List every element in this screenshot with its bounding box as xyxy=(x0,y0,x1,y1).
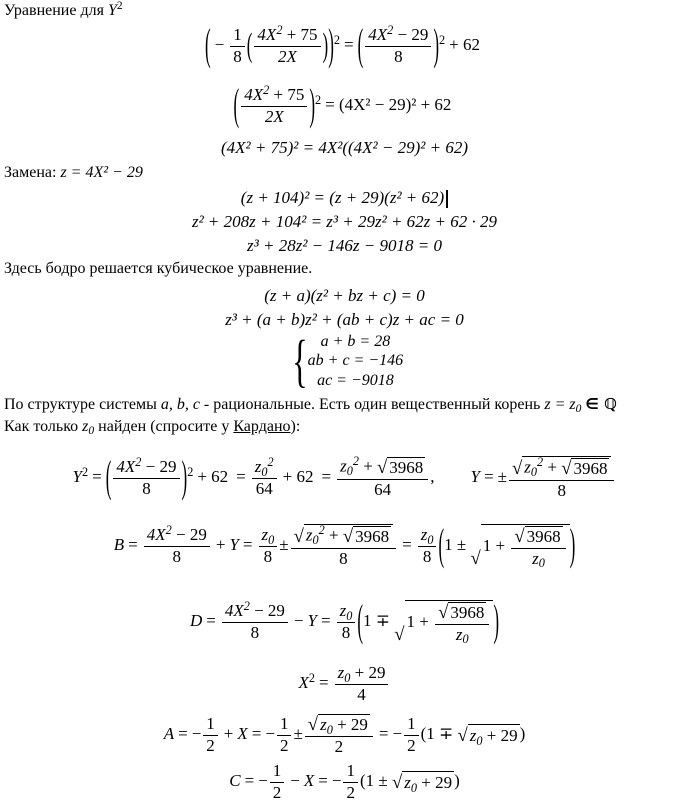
expanded-form: z³ + (a + b)z² + (ab + c)z + ac = 0 xyxy=(225,310,464,329)
factor-form: (z + a)(z² + bz + c) = 0 xyxy=(264,286,425,305)
equation-2: ( $\frac{4X^2 + 75}{2X}$ )$^2$ = (4X² − 29)² + 62 xyxy=(233,80,452,130)
eq1-frac-1-8: $\frac{1}{8}$ xyxy=(230,26,245,66)
equation-y-squared: $Y^2$ = ( $\frac{4X^2 - 29}{8}$ )$^2$ + 62 = $\frac{z_0^2}{64}$ + 62 = $z_0^2$ + √ 3968 64 , Y = ± √ $z_0^2$ + √ 3968 8 xyxy=(0,456,689,500)
equation-c: C = − $\frac{1}{2}$ − X = − $\frac{1}{2}$ (1 ± √ $z_0 + 29$ ) xyxy=(229,761,460,802)
equation-5: z² + 208z + 104² = z³ + 29z² + 62z + 62 · 29 xyxy=(191,212,498,231)
equation-d: D = $\frac{4X^2 - 29}{8}$ − Y = $\frac{z_0}{8}$ (1 ∓ √ 1 + √ 3968 $z_0$ ) xyxy=(189,596,500,647)
eq2-frac: $\frac{4X^2 + 75}{2X}$ xyxy=(241,86,307,126)
structure-note: По структуре системы a, b, c - рациональные. Есть один вещественный корень $z = z_0$ ∈ ℚ xyxy=(4,395,617,416)
equation-1: ( − $\frac{1}{8}$ ( $\frac{4X^2 + 75}{2X}$ ))$^2$ = ( $\frac{4X^2 - 29}{8}$ )$^2$ + 62 xyxy=(204,20,481,70)
heading-exp: 2 xyxy=(116,0,123,13)
eq1-minus: − xyxy=(214,35,225,55)
eq1-frac-main: $\frac{4X^2 + 75}{2X}$ xyxy=(254,26,320,66)
equation-b: B = $\frac{4X^2 - 29}{8}$ + Y = $\frac{z_0}{8}$ ± √ $z_0^2$ + √ 3968 8 = $\frac{z_0}{8}$ (1 ± √ 1 + √ 3968 $z_0$ ) xyxy=(113,520,576,571)
replacement-eq: z = 4X² − 29 xyxy=(60,164,143,181)
heading-prefix: Уравнение для xyxy=(4,2,108,19)
equation-x-squared: $X^2$ = $\frac{z_0 + 29}{4}$ xyxy=(0,664,689,704)
system-row-1: a + b = 28 xyxy=(320,333,391,351)
replacement-line xyxy=(4,164,143,182)
once-found-line: Как только $z_0$ найден (спросите у Кардано): xyxy=(4,418,301,438)
eq1-frac-right: $\frac{4X^2 - 29}{8}$ xyxy=(365,26,431,66)
heading-var-y: Y xyxy=(107,2,117,19)
text-cursor xyxy=(446,190,448,208)
equation-4: (z + 104)² = (z + 29)(z² + 62) xyxy=(0,188,689,208)
cardano-link: Кардано xyxy=(233,418,291,435)
system-of-equations xyxy=(0,328,689,393)
equation-a: A = − $\frac{1}{2}$ + X = − $\frac{1}{2}$ ± √ $z_0 + 29$ 2 = − $\frac{1}{2}$ (1 ∓ √ $z_0 + 29$ ) xyxy=(163,713,526,756)
equation-3: (4X² + 75)² = 4X²((4X² − 29)² + 62) xyxy=(221,138,468,157)
replacement-label: Замена: xyxy=(4,164,61,181)
system-row-2: ab + c = −146 xyxy=(307,352,404,370)
heading-text xyxy=(4,2,123,20)
equation-6-cubic: z³ + 28z² − 146z − 9018 = 0 xyxy=(247,236,442,255)
system-brace: { xyxy=(292,328,308,393)
system-row-3: ac = −9018 xyxy=(317,371,394,389)
cubic-note: Здесь бодро решается кубическое уравнение. xyxy=(4,260,313,277)
